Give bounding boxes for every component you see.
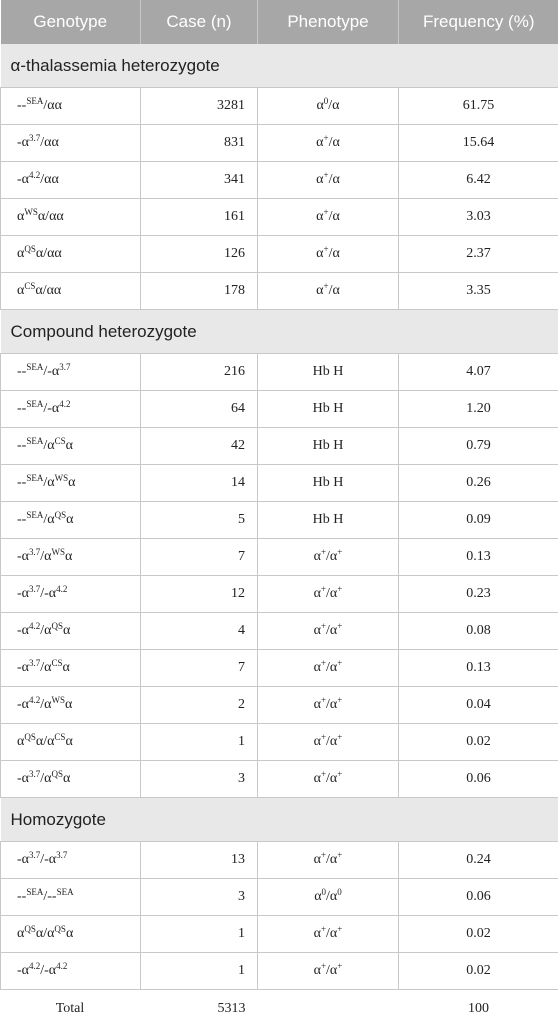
superscript: +: [337, 769, 343, 779]
frequency-cell: 0.06: [399, 879, 558, 916]
case-cell: 126: [141, 236, 258, 273]
section-title: Compound heterozygote: [1, 310, 558, 354]
phenotype-cell: α+/α+: [258, 916, 399, 953]
phenotype-cell: α+/α: [258, 125, 399, 162]
genotype-cell: --$^{SEA}$/--$^{SEA}$: [1, 879, 141, 916]
superscript: 3.7: [29, 850, 41, 860]
case-cell: 3: [141, 879, 258, 916]
genotype-cell: $--^{SEA}/\alpha^{WS}\alpha$: [1, 465, 141, 502]
frequency-cell: 0.09: [399, 502, 558, 539]
frequency-cell: 3.03: [399, 199, 558, 236]
superscript: QS: [54, 510, 67, 520]
case-cell: 7: [141, 650, 258, 687]
table-row: [1, 724, 558, 761]
phenotype-cell: $\alpha^0/\alpha^0$: [258, 879, 399, 916]
superscript: SEA: [26, 362, 44, 372]
superscript: 0: [323, 96, 329, 106]
superscript: CS: [54, 732, 66, 742]
superscript: +: [320, 961, 327, 971]
superscript: +: [320, 584, 327, 594]
case-cell: 13: [141, 842, 258, 879]
phenotype-cell: α+/α+: [258, 576, 399, 613]
total-phenotype: [258, 990, 399, 1028]
header-row: [1, 0, 558, 44]
superscript: QS: [24, 924, 36, 934]
superscript: 3.7: [59, 362, 71, 372]
genotype-cell: $-\alpha^{3.7}/\alpha\alpha$: [1, 125, 141, 162]
phenotype-cell: α+/α+: [258, 842, 399, 879]
superscript: 3.7: [29, 584, 41, 594]
case-cell: 1: [141, 724, 258, 761]
superscript: 4.2: [29, 170, 41, 180]
case-cell: 5: [141, 502, 258, 539]
superscript: +: [320, 732, 327, 742]
superscript: CS: [51, 658, 63, 668]
table-row: [1, 88, 558, 125]
genotype-cell: $\alpha^{QS}\alpha/\alpha\alpha$: [1, 236, 141, 273]
genotype-cell: $-\alpha^{3.7}/-\alpha^{4.2}$: [1, 576, 141, 613]
superscript: QS: [51, 769, 63, 779]
superscript: +: [337, 658, 343, 668]
genotype-cell: $-\alpha^{4.2}/\alpha\alpha$: [1, 162, 141, 199]
phenotype-cell: Hb H: [258, 502, 399, 539]
genotype-cell: --$^{SEA}$/αα: [1, 88, 141, 125]
phenotype-cell: $\alpha^0/\alpha$: [258, 88, 399, 125]
phenotype-cell: α+/α+: [258, 613, 399, 650]
genotype-cell: $--^{SEA}/-\alpha^{3.7}$: [1, 354, 141, 391]
superscript: CS: [54, 436, 66, 446]
phenotype-cell: α+/α+: [258, 953, 399, 990]
table-row: [1, 842, 558, 879]
table-row: [1, 687, 558, 724]
superscript: +: [337, 695, 343, 705]
superscript: 4.2: [56, 961, 68, 971]
superscript: 3.7: [29, 769, 41, 779]
genotype-cell: $\alpha^{QS}\alpha/\alpha^{QS}\alpha$: [1, 916, 141, 953]
table-row: [1, 879, 558, 916]
case-cell: 64: [141, 391, 258, 428]
genotype-cell: $-\alpha^{4.2}/-\alpha^{4.2}$: [1, 953, 141, 990]
frequency-cell: 15.64: [399, 125, 558, 162]
superscript: +: [337, 924, 343, 934]
frequency-cell: 0.04: [399, 687, 558, 724]
table-row: [1, 650, 558, 687]
superscript: +: [337, 961, 343, 971]
superscript: 4.2: [56, 584, 68, 594]
phenotype-cell: Hb H: [258, 391, 399, 428]
case-cell: 216: [141, 354, 258, 391]
table-footer: [1, 990, 558, 1028]
frequency-cell: 2.37: [399, 236, 558, 273]
superscript: 4.2: [29, 621, 41, 631]
table-row: [1, 916, 558, 953]
superscript: 3.7: [29, 658, 41, 668]
table-row: [1, 613, 558, 650]
section-header-row: [1, 310, 558, 354]
genotype-cell: $-\alpha^{4.2}/\alpha^{WS}\alpha$: [1, 687, 141, 724]
superscript: +: [337, 584, 343, 594]
case-cell: 3281: [141, 88, 258, 125]
header-frequency: Frequency (%): [399, 0, 558, 44]
superscript: SEA: [56, 887, 74, 897]
genotype-cell: $\alpha^{WS}\alpha/\alpha\alpha$: [1, 199, 141, 236]
section-title: Homozygote: [1, 798, 558, 842]
header-phenotype: Phenotype: [258, 0, 399, 44]
superscript: SEA: [26, 96, 44, 106]
table-row: [1, 576, 558, 613]
superscript: WS: [51, 695, 65, 705]
genotype-cell: $-\alpha^{3.7}/\alpha^{QS}\alpha$: [1, 761, 141, 798]
table-row: [1, 162, 558, 199]
superscript: SEA: [26, 399, 44, 409]
case-cell: 161: [141, 199, 258, 236]
frequency-cell: 0.06: [399, 761, 558, 798]
superscript: +: [320, 850, 327, 860]
superscript: QS: [54, 924, 66, 934]
frequency-cell: 0.02: [399, 916, 558, 953]
case-cell: 831: [141, 125, 258, 162]
table-header: [1, 0, 558, 44]
superscript: QS: [24, 244, 36, 254]
table-row: [1, 465, 558, 502]
frequency-cell: 61.75: [399, 88, 558, 125]
superscript: WS: [51, 547, 65, 557]
superscript: SEA: [26, 473, 44, 483]
phenotype-cell: Hb H: [258, 428, 399, 465]
case-cell: 341: [141, 162, 258, 199]
phenotype-cell: α+/α: [258, 199, 399, 236]
frequency-cell: 0.24: [399, 842, 558, 879]
superscript: 0: [321, 887, 327, 897]
section-header-row: [1, 798, 558, 842]
frequency-cell: 0.08: [399, 613, 558, 650]
superscript: 3.7: [29, 547, 41, 557]
frequency-cell: 0.02: [399, 953, 558, 990]
table-row: [1, 953, 558, 990]
superscript: +: [320, 695, 327, 705]
superscript: SEA: [26, 887, 44, 897]
case-cell: 42: [141, 428, 258, 465]
case-cell: 2: [141, 687, 258, 724]
genotype-cell: $-\alpha^{4.2}/\alpha^{QS}\alpha$: [1, 613, 141, 650]
superscript: SEA: [26, 436, 44, 446]
total-frequency: 100: [468, 1000, 489, 1016]
superscript: 4.2: [59, 399, 71, 409]
genotype-cell: $\alpha^{QS}\alpha/\alpha^{CS}\alpha$: [1, 724, 141, 761]
case-cell: 4: [141, 613, 258, 650]
case-cell: 1: [141, 953, 258, 990]
superscript: QS: [51, 621, 63, 631]
frequency-cell: 4.07: [399, 354, 558, 391]
table-row: [1, 273, 558, 310]
superscript: +: [320, 658, 327, 668]
superscript: +: [337, 621, 343, 631]
total-row: [1, 990, 558, 1028]
superscript: +: [323, 207, 329, 217]
table-row: [1, 354, 558, 391]
table-row: [1, 236, 558, 273]
header-genotype: Genotype: [1, 0, 141, 44]
phenotype-cell: α+/α+: [258, 761, 399, 798]
table-row: [1, 761, 558, 798]
superscript: WS: [54, 473, 69, 483]
genotype-cell: $--^{SEA}/\alpha^{QS}\alpha$: [1, 502, 141, 539]
superscript: 4.2: [29, 961, 41, 971]
superscript: +: [337, 547, 343, 557]
phenotype-cell: α+/α+: [258, 539, 399, 576]
superscript: +: [320, 924, 327, 934]
phenotype-cell: Hb H: [258, 354, 399, 391]
superscript: +: [320, 621, 327, 631]
genotype-cell: $--^{SEA}/-\alpha^{4.2}$: [1, 391, 141, 428]
superscript: CS: [24, 281, 36, 291]
superscript: +: [337, 850, 343, 860]
superscript: WS: [24, 207, 38, 217]
case-cell: 1: [141, 916, 258, 953]
genotype-cell: $-\alpha^{3.7}/\alpha^{WS}\alpha$: [1, 539, 141, 576]
genotype-cell: $-\alpha^{3.7}/-\alpha^{3.7}$: [1, 842, 141, 879]
case-cell: 14: [141, 465, 258, 502]
section-header-row: [1, 44, 558, 88]
superscript: +: [337, 732, 343, 742]
section-title: α-thalassemia heterozygote: [1, 44, 558, 88]
case-cell: 178: [141, 273, 258, 310]
frequency-cell: 3.35: [399, 273, 558, 310]
superscript: +: [323, 244, 329, 254]
superscript: SEA: [26, 510, 44, 520]
total-case: 5313: [217, 1000, 246, 1016]
frequency-cell: 0.13: [399, 650, 558, 687]
table-row: [1, 199, 558, 236]
frequency-cell: 6.42: [399, 162, 558, 199]
superscript: QS: [24, 732, 36, 742]
phenotype-cell: α+/α: [258, 236, 399, 273]
superscript: 3.7: [29, 133, 41, 143]
superscript: +: [320, 547, 327, 557]
superscript: +: [323, 133, 329, 143]
superscript: +: [323, 281, 329, 291]
case-cell: 12: [141, 576, 258, 613]
frequency-cell: 0.02: [399, 724, 558, 761]
table-row: [1, 125, 558, 162]
superscript: 0: [337, 887, 342, 897]
header-case: Case (n): [141, 0, 258, 44]
phenotype-cell: α+/α: [258, 162, 399, 199]
table-row: [1, 428, 558, 465]
superscript: 3.7: [56, 850, 68, 860]
table-row: [1, 391, 558, 428]
total-label: Total: [55, 1000, 85, 1016]
case-cell: 7: [141, 539, 258, 576]
table-row: [1, 502, 558, 539]
phenotype-cell: α+/α+: [258, 724, 399, 761]
genotype-cell: $\alpha^{CS}\alpha/\alpha\alpha$: [1, 273, 141, 310]
superscript: +: [320, 769, 327, 779]
frequency-cell: 1.20: [399, 391, 558, 428]
frequency-cell: 0.79: [399, 428, 558, 465]
frequency-cell: 0.23: [399, 576, 558, 613]
table-body: [1, 44, 558, 990]
superscript: +: [323, 170, 329, 180]
phenotype-cell: Hb H: [258, 465, 399, 502]
frequency-cell: 0.13: [399, 539, 558, 576]
phenotype-cell: α+/α: [258, 273, 399, 310]
phenotype-cell: α+/α+: [258, 687, 399, 724]
phenotype-cell: α+/α+: [258, 650, 399, 687]
genotype-cell: $-\alpha^{3.7}/\alpha^{CS}\alpha$: [1, 650, 141, 687]
table-row: [1, 539, 558, 576]
case-cell: 3: [141, 761, 258, 798]
genotype-cell: $--^{SEA}/\alpha^{CS}\alpha$: [1, 428, 141, 465]
superscript: 4.2: [29, 695, 41, 705]
frequency-cell: 0.26: [399, 465, 558, 502]
